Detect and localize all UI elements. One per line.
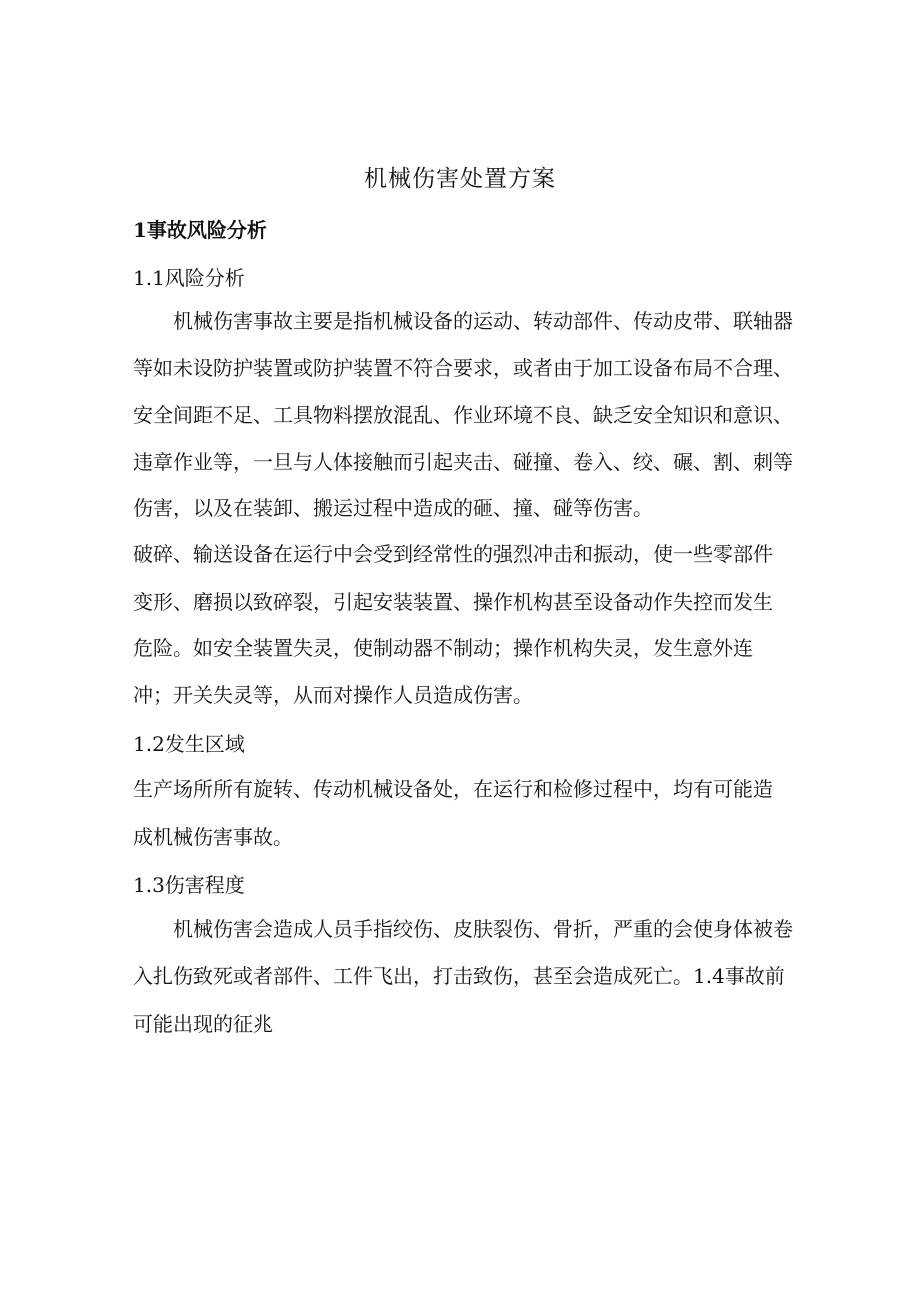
paragraph-line: 可能出现的征兆 (133, 1012, 273, 1036)
paragraph-line: 冲；开关失灵等，从而对操作人员造成伤害。 (133, 683, 533, 707)
paragraph-line: 生产场所所有旋转、传动机械设备处，在运行和检修过程中，均有可能造 (133, 777, 773, 801)
paragraph-line: 变形、磨损以致碎裂，引起安装装置、操作机构甚至设备动作失控而发生 (133, 590, 773, 614)
paragraph-line: 危险。如安全装置失灵，使制动器不制动；操作机构失灵，发生意外连 (133, 636, 753, 660)
paragraph-line: 机械伤害会造成人员手指绞伤、皮肤裂伤、骨折，严重的会使身体被卷 (173, 917, 793, 941)
paragraph-line: 违章作业等，一旦与人体接触而引起夹击、碰撞、卷入、绞、碾、割、刺等 (133, 450, 793, 474)
paragraph-line: 入扎伤致死或者部件、工件飞出，打击致伤，甚至会造成死亡。1.4事故前 (133, 964, 785, 988)
document-title: 机械伤害处置方案 (364, 166, 556, 192)
paragraph-line: 伤害，以及在装卸、搬运过程中造成的砸、撞、碰等伤害。 (133, 496, 653, 520)
paragraph-line: 安全间距不足、工具物料摆放混乱、作业环境不良、缺乏安全知识和意识、 (133, 403, 793, 427)
subsection-heading-1-1: 1.1风险分析 (133, 266, 245, 290)
paragraph-line: 成机械伤害事故。 (133, 825, 293, 849)
subsection-heading-1-3: 1.3伤害程度 (133, 873, 245, 897)
paragraph-line: 等如未设防护装置或防护装置不符合要求，或者由于加工设备布局不合理、 (133, 356, 793, 380)
paragraph-line: 破碎、输送设备在运行中会受到经常性的强烈冲击和振动，使一些零部件 (133, 542, 773, 566)
section-heading-1: 1事故风险分析 (133, 218, 267, 242)
subsection-heading-1-2: 1.2发生区域 (133, 732, 245, 756)
paragraph-line: 机械伤害事故主要是指机械设备的运动、转动部件、传动皮带、联轴器 (173, 309, 793, 333)
